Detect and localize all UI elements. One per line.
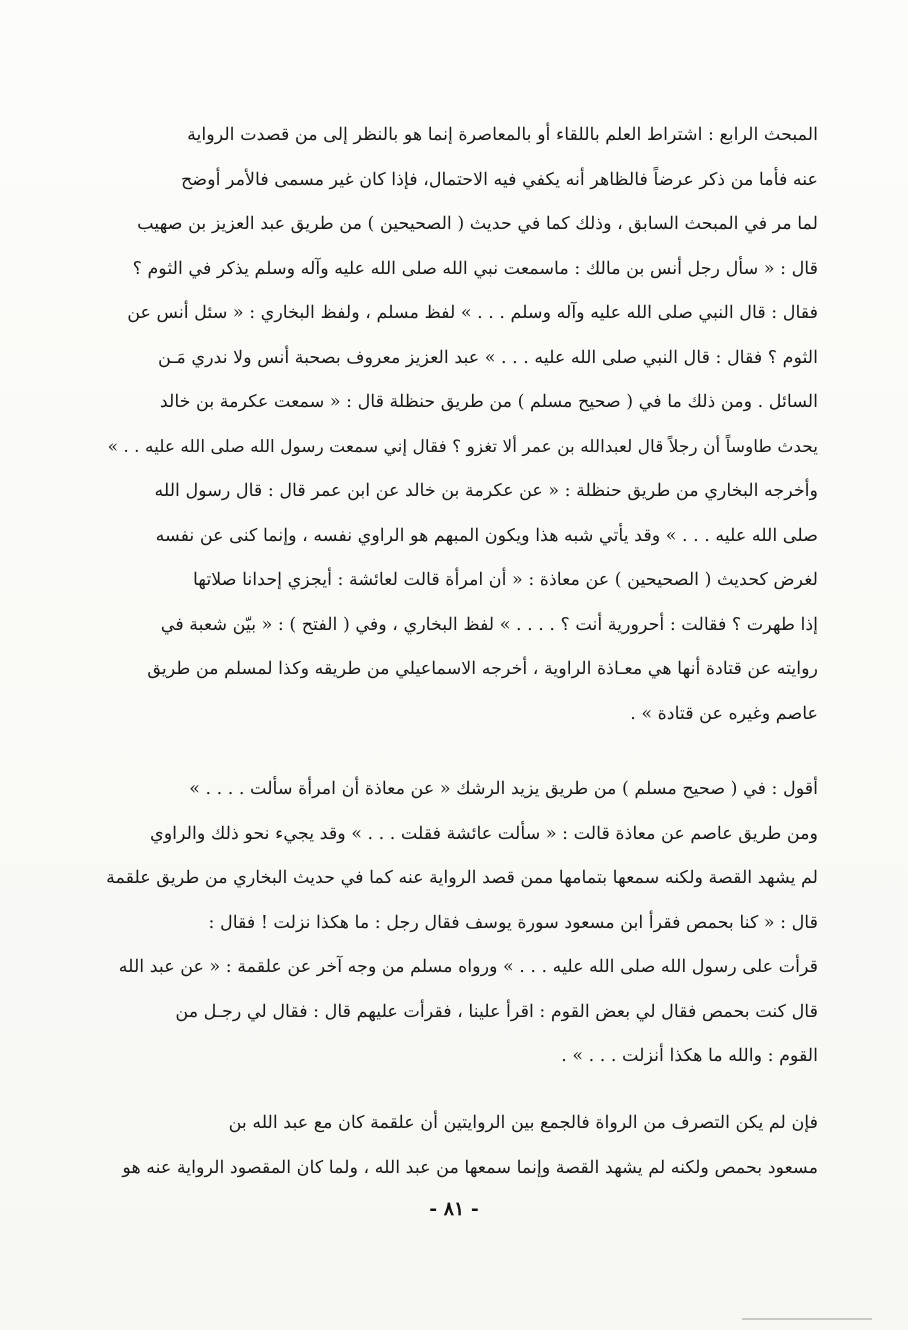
text-line: يحدث طاوساً أن رجلاً قال لعبدالله بن عمر ألا تغزو ؟ فقال إني سمعت رسول الله صلى الله عليه . . » — [107, 436, 818, 457]
text-line: مسعود بحمص ولكنه لم يشهد القصة وإنما سمعها من عبد الله ، ولما كان المقصود الرواية عنه هو — [122, 1157, 818, 1178]
page-number: - ٨١ - — [429, 1198, 479, 1220]
text-line: لغرض كحديث ( الصحيحين ) عن معاذة : « أن امرأة قالت لعائشة : أيجزي إحدانا صلاتها — [192, 570, 818, 590]
text-line: أقول : في ( صحيح مسلم ) من طريق يزيد الرشك « عن معاذة أن امرأة سألت . . . . » — [189, 779, 818, 799]
text-line: المبحث الرابع : اشتراط العلم باللقاء أو بالمعاصرة إنما هو بالنظر إلى من قصدت الرواية — [187, 125, 818, 145]
text-line: فإن لم يكن التصرف من الرواة فالجمع بين الروايتين أن علقمة كان مع عبد الله بن — [228, 1113, 818, 1133]
text-line: إذا طهرت ؟ فقالت : أحرورية أنت ؟ . . . . » لفظ البخاري ، وفي ( الفتح ) : « بيّن شعبة في — [160, 614, 818, 635]
text-line: لم يشهد القصة ولكنه سمعها بتمامها ممن قصد الرواية عنه كما في حديث البخاري من طريق علقمة — [106, 868, 818, 888]
text-line: قال : « سأل رجل أنس بن مالك : ماسمعت نبي الله صلى الله عليه وآله وسلم يذكر في الثوم ؟ — [132, 258, 818, 279]
text-line: قال : « كنا بحمص فقرأ ابن مسعود سورة يوسف فقال رجل : ما هكذا نزلت ! فقال : — [208, 912, 818, 933]
text-line: عاصم وغيره عن قتادة » . — [630, 703, 818, 724]
text-line: روايته عن قتادة أنها هي معـاذة الراوية ، أخرجه الاسماعيلي من طريقه وكذا لمسلم من طريق — [147, 659, 818, 679]
text-line: لما مر في المبحث السابق ، وذلك كما في حديث ( الصحيحين ) من طريق عبد العزيز بن صهيب — [137, 214, 818, 234]
paragraph-1 — [100, 113, 818, 736]
text-line: القوم : والله ما هكذا أنزلت . . . » . — [561, 1046, 818, 1066]
paragraph-3 — [100, 1101, 818, 1190]
text-line: ومن طريق عاصم عن معاذة قالت : « سألت عائشة فقلت . . . » وقد يجيء نحو ذلك والراوي — [150, 823, 818, 844]
text-line: قال كنت بحمص فقال لي بعض القوم : اقرأ علينا ، فقرأت عليهم قال : فقال لي رجـل من — [175, 1001, 818, 1022]
text-line: الثوم ؟ فقال : قال النبي صلى الله عليه . . . » عبد العزيز معروف بصحبة أنس ولا ندري مَـن — [157, 347, 818, 368]
paragraph-2 — [100, 767, 818, 1079]
text-line: عنه فأما من ذكر عرضاً فالظاهر أنه يكفي فيه الاحتمال، فإذا كان غير مسمى فالأمر أوضح — [180, 169, 818, 190]
text-line: السائل . ومن ذلك ما في ( صحيح مسلم ) من طريق حنظلة قال : « سمعت عكرمة بن خالد — [159, 392, 818, 412]
text-line: فقال : قال النبي صلى الله عليه وآله وسلم . . . » لفظ مسلم ، ولفظ البخاري : « سئل أنس عن — [127, 303, 818, 323]
scan-edge-mark — [742, 1318, 872, 1320]
text-line: صلى الله عليه . . . » وقد يأتي شبه هذا ويكون المبهم هو الراوي نفسه ، وإنما كنى عن نفسه — [155, 525, 818, 546]
text-line: قرأت على رسول الله صلى الله عليه . . . » ورواه مسلم من وجه آخر عن علقمة : « عن عبد الله — [118, 957, 818, 977]
text-line: وأخرجه البخاري من طريق حنظلة : « عن عكرمة بن خالد عن ابن عمر قال : قال رسول الله — [154, 481, 818, 501]
